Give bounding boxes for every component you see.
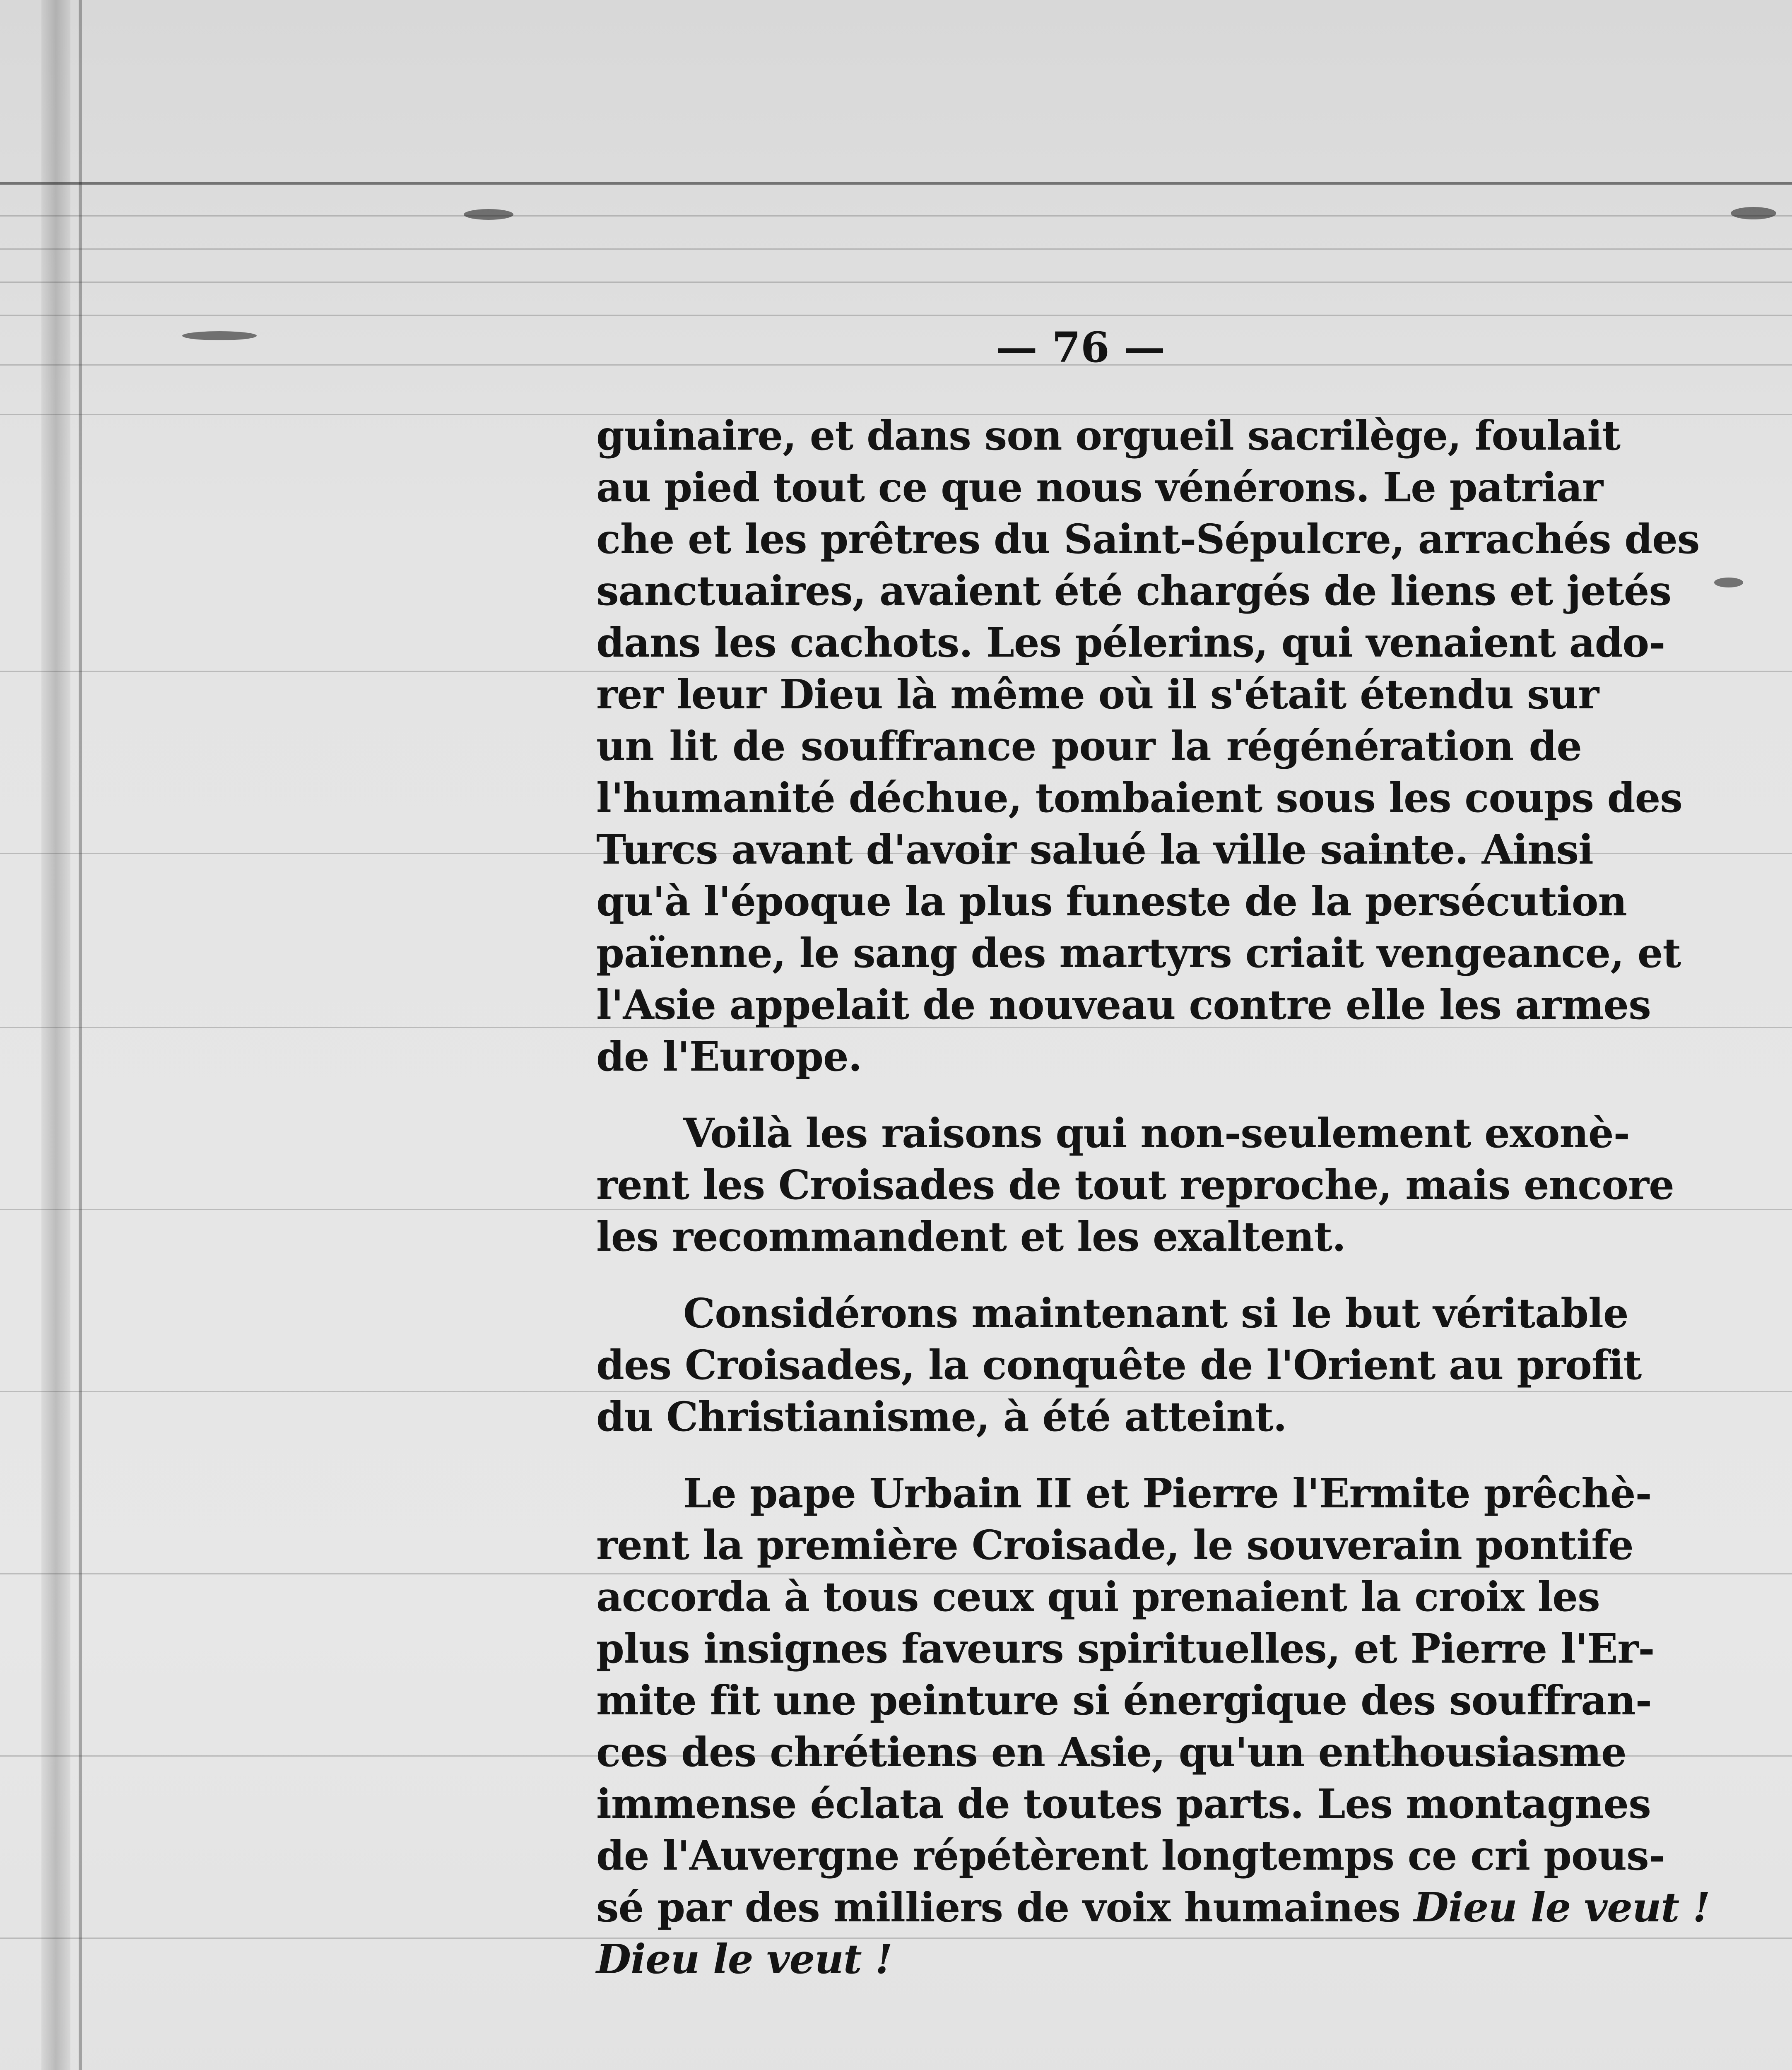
text-line: qu'à l'époque la plus funeste de la persécution [596,878,1627,925]
italic-exclamation: Dieu le veut ! [1414,1884,1710,1931]
text-line: l'humanité déchue, tombaient sous les coups des [596,774,1682,821]
text-line: plus insignes faveurs spirituelles, et Pierre l'Er- [596,1625,1655,1672]
text-line: rer leur Dieu là même où il s'était étendu sur [596,671,1599,718]
paragraph-3 [596,1288,1642,1443]
ink-smudge [1714,578,1743,587]
page-number: — 76 — [996,323,1166,372]
text-line: dans les cachots. Les pélerins, qui venaient ado- [596,619,1665,666]
page-edge-shadow [41,0,70,2070]
text-line: ces des chrétiens en Asie, qu'un enthousiasme [596,1728,1626,1776]
text-line: un lit de souffrance pour la régénération de [596,722,1582,770]
text-line: l'Asie appelait de nouveau contre elle les armes [596,981,1651,1028]
text-line: païenne, le sang des martyrs criait vengeance, et [596,929,1681,977]
text-line: Considérons maintenant si le but véritable [683,1290,1628,1337]
body-text [596,410,1710,1985]
ruled-line [0,282,1792,283]
text-line: Voilà les raisons qui non-seulement exonè- [683,1110,1630,1157]
text-line: accorda à tous ceux qui prenaient la croix les [596,1573,1600,1620]
paragraph-4 [596,1468,1710,1985]
text-line: de l'Europe. [596,1033,862,1080]
text-line: de l'Auvergne répétèrent longtemps ce cri pous- [596,1832,1665,1879]
text-line: immense éclata de toutes parts. Les montagnes [596,1780,1651,1827]
text-line: guinaire, et dans son orgueil sacrilège, foulait [596,412,1621,459]
text-line: sanctuaires, avaient été chargés de liens et jetés [596,567,1672,614]
paragraph-1 [596,410,1700,1083]
text-line [596,1882,1710,1933]
ruled-line [0,215,1792,217]
text-line: Turcs avant d'avoir salué la ville sainte. Ainsi [596,826,1593,873]
ink-smudge [464,209,513,220]
ink-smudge [1731,207,1776,219]
ruled-line [0,182,1792,185]
paragraph-2 [596,1107,1674,1263]
text-line: rent les Croisades de tout reproche, mais encore [596,1161,1674,1208]
text-line: Le pape Urbain II et Pierre l'Ermite prêchè- [683,1470,1652,1517]
italic-exclamation: Dieu le veut ! [596,1935,893,1983]
text-line: des Croisades, la conquête de l'Orient au profit [596,1341,1642,1389]
ruled-line [0,364,1792,366]
text-line: les recommandent et les exaltent. [596,1213,1346,1260]
text-line: rent la première Croisade, le souverain pontife [596,1521,1633,1569]
text-line: che et les prêtres du Saint-Sépulcre, arrachés des [596,515,1700,563]
text-line: du Christianisme, à été atteint. [596,1393,1287,1440]
text-line: mite fit une peinture si énergique des souffran- [596,1677,1652,1724]
text-run: sé par des milliers de voix humaines [596,1884,1400,1931]
text-line: au pied tout ce que nous vénérons. Le patriar [596,464,1603,511]
ruled-line [0,248,1792,250]
ruled-line [0,315,1792,316]
margin-rule [79,0,82,2070]
ink-smudge [182,331,257,340]
